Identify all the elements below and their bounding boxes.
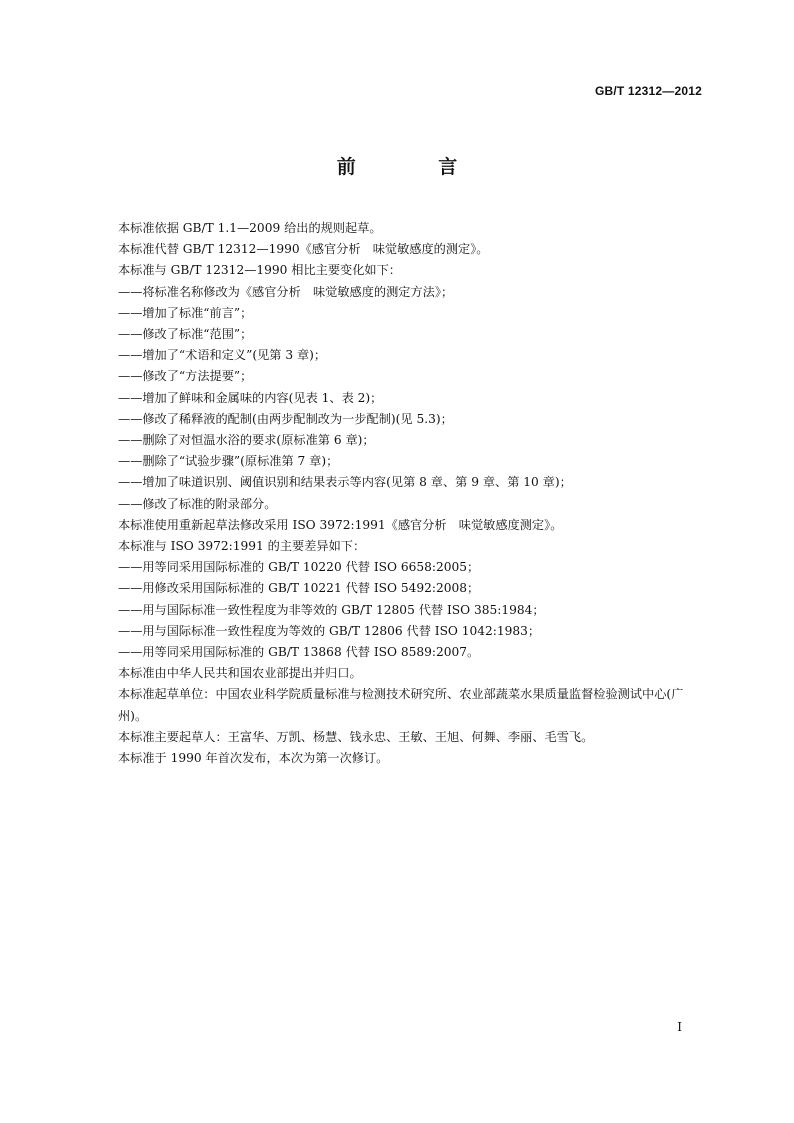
paragraph: 本标准与 ISO 3972:1991 的主要差异如下： — [118, 539, 366, 554]
paragraph: 本标准于 1990 年首次发布，本次为第一次修订。 — [118, 751, 389, 766]
paragraph: 本标准起草单位：中国农业科学院质量标准与检测技术研究所、农业部蔬菜水果质量监督检验测试中心(广州)。 — [118, 687, 684, 723]
list-item: ——增加了“术语和定义”(见第 3 章)； — [118, 348, 327, 363]
paragraph: 本标准与 GB/T 12312—1990 相比主要变化如下： — [118, 263, 401, 278]
page-title: 前 言 — [336, 156, 496, 178]
list-item: ——增加了鲜味和金属味的内容(见表 1、表 2)； — [118, 390, 383, 405]
list-item: ——增加了味道识别、阈值识别和结果表示等内容(见第 8 章、第 9 章、第 10 章)； — [118, 475, 572, 490]
paragraph: 本标准由中华人民共和国农业部提出并归口。 — [118, 666, 362, 681]
list-item: ——用等同采用国际标准的 GB/T 10220 代替 ISO 6658:2005； — [118, 560, 480, 575]
list-item: ——用与国际标准一致性程度为等效的 GB/T 12806 代替 ISO 1042:1983； — [118, 623, 541, 638]
list-item: ——将标准名称修改为《感官分析 味觉敏感度的测定方法》； — [118, 284, 454, 299]
paragraph: 本标准主要起草人：王富华、万凯、杨慧、钱永忠、王敏、王旭、何舞、李丽、毛雪飞。 — [118, 729, 594, 744]
paragraph: 本标准依据 GB/T 1.1—2009 给出的规则起草。 — [118, 221, 382, 235]
standard-code: GB/T 12312—2012 — [594, 84, 702, 98]
list-item: ——用与国际标准一致性程度为非等效的 GB/T 12805 代替 ISO 385:1984； — [118, 602, 545, 617]
list-item: ——删除了对恒温水浴的要求(原标准第 6 章)； — [118, 433, 375, 448]
paragraph: 本标准使用重新起草法修改采用 ISO 3972:1991《感官分析 味觉敏感度测定》。 — [118, 517, 563, 532]
list-item: ——修改了稀释液的配制(由两步配制改为一步配制)(见 5.3)； — [118, 411, 453, 426]
document-body — [118, 218, 708, 769]
page-number: I — [677, 1020, 682, 1034]
list-item: ——修改了“方法提要”； — [118, 369, 253, 384]
list-item: ——修改了标准的附录部分。 — [118, 496, 277, 511]
list-item: ——增加了标准“前言”； — [118, 305, 253, 320]
paragraph: 本标准代替 GB/T 12312—1990《感官分析 味觉敏感度的测定》。 — [118, 242, 489, 257]
list-item: ——用等同采用国际标准的 GB/T 13868 代替 ISO 8589:2007。 — [118, 645, 480, 660]
list-item: ——用修改采用国际标准的 GB/T 10221 代替 ISO 5492:2008； — [118, 581, 480, 596]
list-item: ——删除了“试验步骤”(原标准第 7 章)； — [118, 454, 339, 469]
list-item: ——修改了标准“范围”； — [118, 327, 253, 342]
